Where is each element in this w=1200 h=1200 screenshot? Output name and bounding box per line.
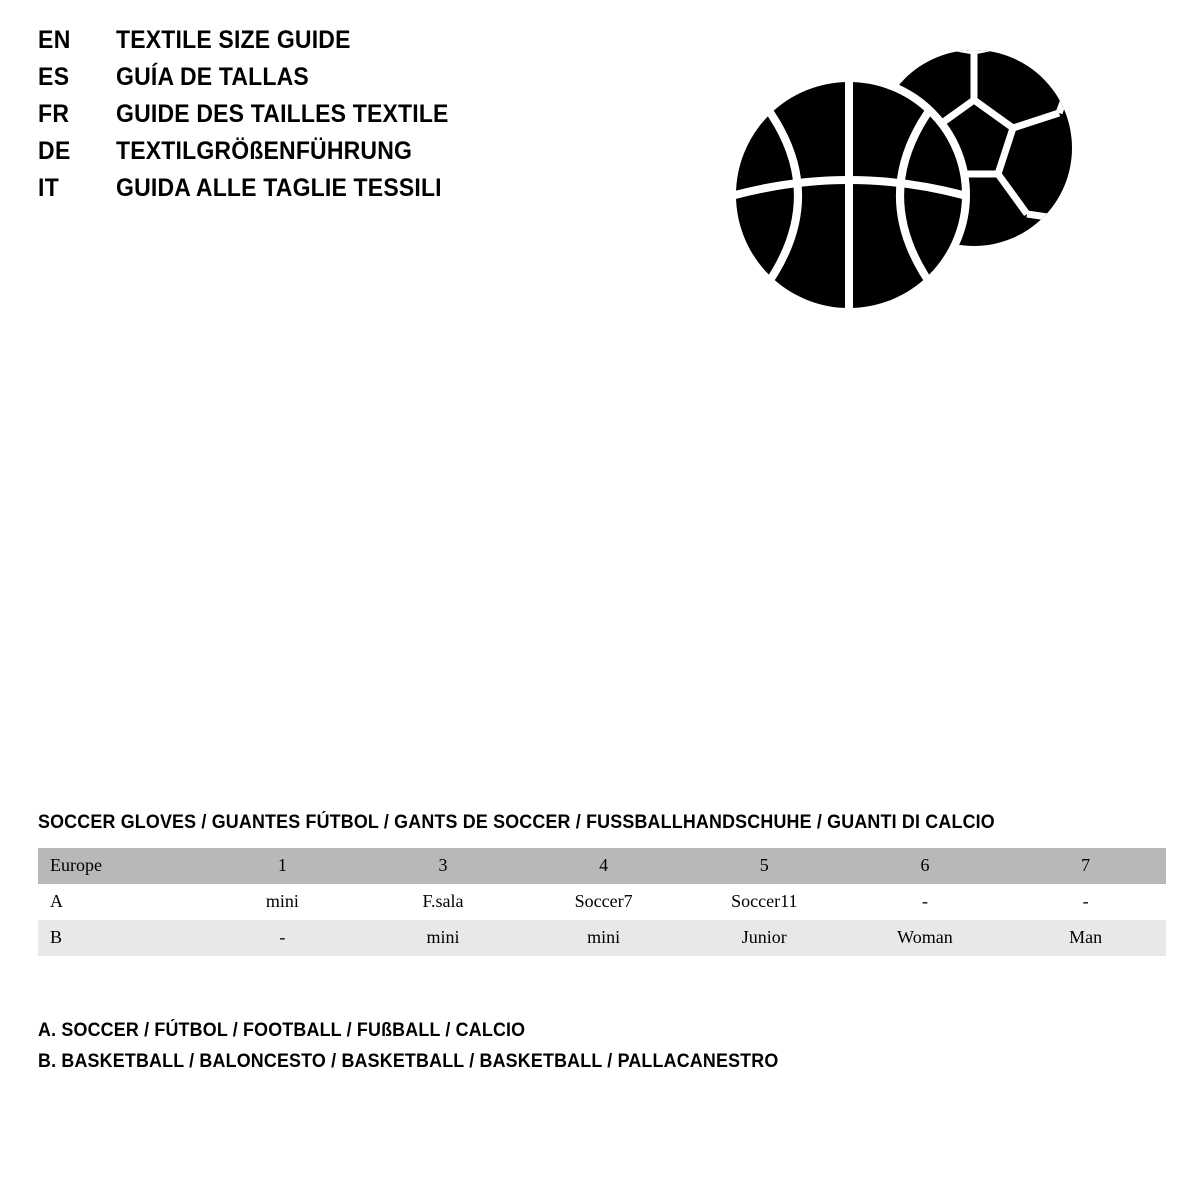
table-cell: mini: [426, 927, 460, 947]
language-title: GUIDA ALLE TAGLIE TESSILI: [116, 174, 442, 202]
language-title: GUÍA DE TALLAS: [116, 63, 309, 91]
language-row: [38, 139, 658, 176]
table-cell: -: [279, 927, 286, 947]
table-header-cell: 3: [438, 855, 448, 875]
table-cell: -: [1082, 891, 1089, 911]
language-code: EN: [38, 26, 71, 54]
table-header-cell: 7: [1081, 855, 1091, 875]
language-row: [38, 28, 658, 65]
table-cell: -: [921, 891, 928, 911]
language-code: IT: [38, 174, 60, 202]
table-row-label: A: [50, 891, 63, 911]
table-row: [38, 920, 1166, 956]
table-header-row: [38, 848, 1166, 884]
table-row: [38, 884, 1166, 920]
legend-row-b: B. BASKETBALL / BALONCESTO / BASKETBALL / BASKETBALL / PALLACANESTRO: [38, 1051, 779, 1072]
table-header-cell: 1: [277, 855, 287, 875]
size-table: [38, 848, 1166, 956]
legend-block: [38, 1015, 1138, 1077]
legend-row-a: A. SOCCER / FÚTBOL / FOOTBALL / FUßBALL / CALCIO: [38, 1020, 526, 1041]
table-header-cell: Europe: [50, 855, 102, 875]
table-header-cell: 5: [759, 855, 769, 875]
table-cell: Soccer7: [574, 891, 633, 911]
language-title: TEXTILGRÖßENFÜHRUNG: [116, 137, 413, 165]
language-title: TEXTILE SIZE GUIDE: [116, 26, 351, 54]
basketball-icon: [732, 73, 966, 317]
language-row: [38, 176, 658, 213]
language-code: FR: [38, 100, 70, 128]
size-table-section: [38, 812, 1166, 956]
table-cell: F.sala: [422, 891, 464, 911]
language-row: [38, 102, 658, 139]
language-row: [38, 65, 658, 102]
table-header-cell: 6: [920, 855, 930, 875]
sports-balls-illustration: [725, 45, 1095, 325]
language-code: DE: [38, 137, 71, 165]
table-title: SOCCER GLOVES / GUANTES FÚTBOL / GANTS DE SOCCER / FUSSBALLHANDSCHUHE / GUANTI DI CALCIO: [38, 812, 995, 833]
language-code: ES: [38, 63, 70, 91]
language-title: GUIDE DES TAILLES TEXTILE: [116, 100, 449, 128]
table-row-label: B: [50, 927, 63, 947]
language-header-block: [38, 28, 658, 213]
table-cell: Soccer11: [731, 891, 798, 911]
table-header-cell: 4: [599, 855, 609, 875]
table-cell: Man: [1069, 927, 1103, 947]
table-cell: Junior: [741, 927, 787, 947]
table-cell: mini: [587, 927, 621, 947]
table-cell: Woman: [897, 927, 953, 947]
table-cell: mini: [265, 891, 299, 911]
